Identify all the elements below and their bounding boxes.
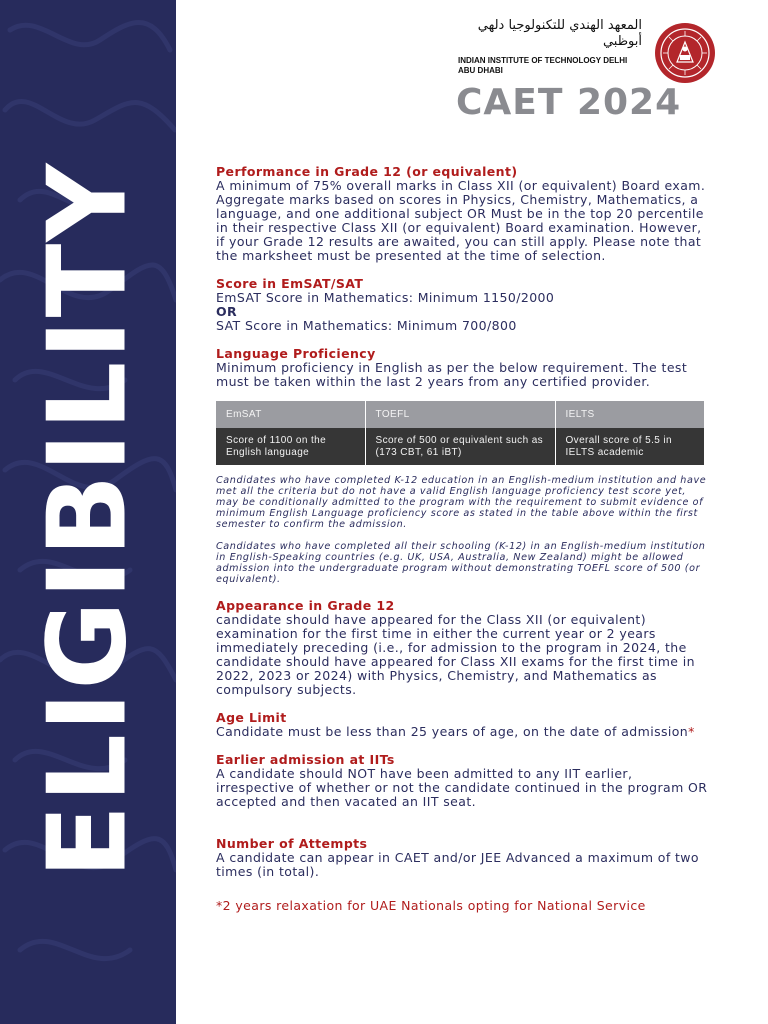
section-text: A minimum of 75% overall marks in Class XII (or equivalent) Board exam. Aggregate marks based on scores in Physics, Chemistry, Mathematics, a language, and one additional subject OR Must be in the top 20 percentile in their respective Class XII (or equivalent) Board examination. However, if your Grade 12 results are awaited, you can still apply. Please note that the marksheet must be presented at the time of selection. [216,178,706,263]
section-heading: Appearance in Grade 12 [216,598,395,613]
cell-ielts: Overall score of 5.5 in IELTS academic [555,428,704,465]
age-text: Candidate must be less than 25 years of age, on the date of admission [216,724,689,739]
cell-toefl: Score of 500 or equivalent such as (173 CBT, 61 iBT) [365,428,555,465]
section-heading: Performance in Grade 12 (or equivalent) [216,164,518,179]
or-separator: OR [216,304,238,319]
section-appearance-grade12 [216,599,708,697]
section-grade12-performance [216,165,708,263]
page-title: CAET 2024 [456,82,682,123]
emsat-line: EmSAT Score in Mathematics: Minimum 1150/2000 [216,290,555,305]
section-text [216,725,708,739]
eligibility-content [216,165,708,913]
column-header-emsat: EmSAT [216,401,365,428]
sidebar-band [0,0,176,1024]
footnote-relaxation: *2 years relaxation for UAE Nationals opting for National Service [216,898,646,913]
section-text: A candidate can appear in CAET and/or JEE Advanced a maximum of two times (in total). [216,850,699,879]
section-heading: Earlier admission at IITs [216,752,395,767]
section-emsat-sat [216,277,708,333]
sat-line: SAT Score in Mathematics: Minimum 700/800 [216,318,517,333]
arabic-name-line1: المعهد الهندي للتكنولوجيا دلهي [477,18,642,33]
institute-name-line2: ABU DHABI [458,66,503,75]
section-text: Minimum proficiency in English as per the below requirement. The test must be taken within the last 2 years from any certified provider. [216,360,688,389]
section-heading: Number of Attempts [216,836,368,851]
section-number-of-attempts [216,837,708,879]
institute-name [458,56,658,76]
eligibility-vertical-title: ELIGIBILITY [25,161,151,879]
language-score-table [216,401,704,465]
section-earlier-admission [216,753,708,809]
institute-name-line1: INDIAN INSTITUTE OF TECHNOLOGY DELHI [458,56,628,65]
section-age-limit [216,711,708,739]
section-heading: Language Proficiency [216,346,376,361]
asterisk-mark: * [688,724,695,739]
table-row [216,428,704,465]
table-header-row [216,401,704,428]
section-heading: Age Limit [216,710,287,725]
section-heading: Score in EmSAT/SAT [216,276,364,291]
conditional-admission-note: Candidates who have completed K-12 education in an English-medium institution and have met all the criteria but do not have a valid English language proficiency test score yet, may be conditionally admitted to the program with the requirement to submit evidence of minimum English Language proficiency score as stated in the table above within the first semester to confirm the admission. [216,475,707,530]
iit-seal-icon [654,22,716,84]
cell-emsat: Score of 1100 on the English language [216,428,365,465]
column-header-toefl: TOEFL [365,401,555,428]
section-language-proficiency [216,347,708,585]
english-country-note: Candidates who have completed all their schooling (K-12) in an English-medium institution in English-Speaking countries (e.g. UK, USA, Australia, New Zealand) might be allowed admission into the undergraduate program without demonstrating TOEFL score of 500 (or equivalent). [216,541,706,585]
column-header-ielts: IELTS [555,401,704,428]
arabic-institute-name [422,18,642,50]
section-text: candidate should have appeared for the Class XII (or equivalent) examination for the first time in either the current year or 2 years immediately preceding (i.e., for admission to the program in 2024, the candidate should have appeared for Class XII exams for the first time in 2022, 2023 or 2024) with Physics, Chemistry, and Mathematics as compulsory subjects. [216,612,695,697]
arabic-name-line2: أبوظبي [602,34,642,49]
section-text: A candidate should NOT have been admitted to any IIT earlier, irrespective of whether or not the candidate continued in the program OR accepted and then vacated an IIT seat. [216,766,708,809]
